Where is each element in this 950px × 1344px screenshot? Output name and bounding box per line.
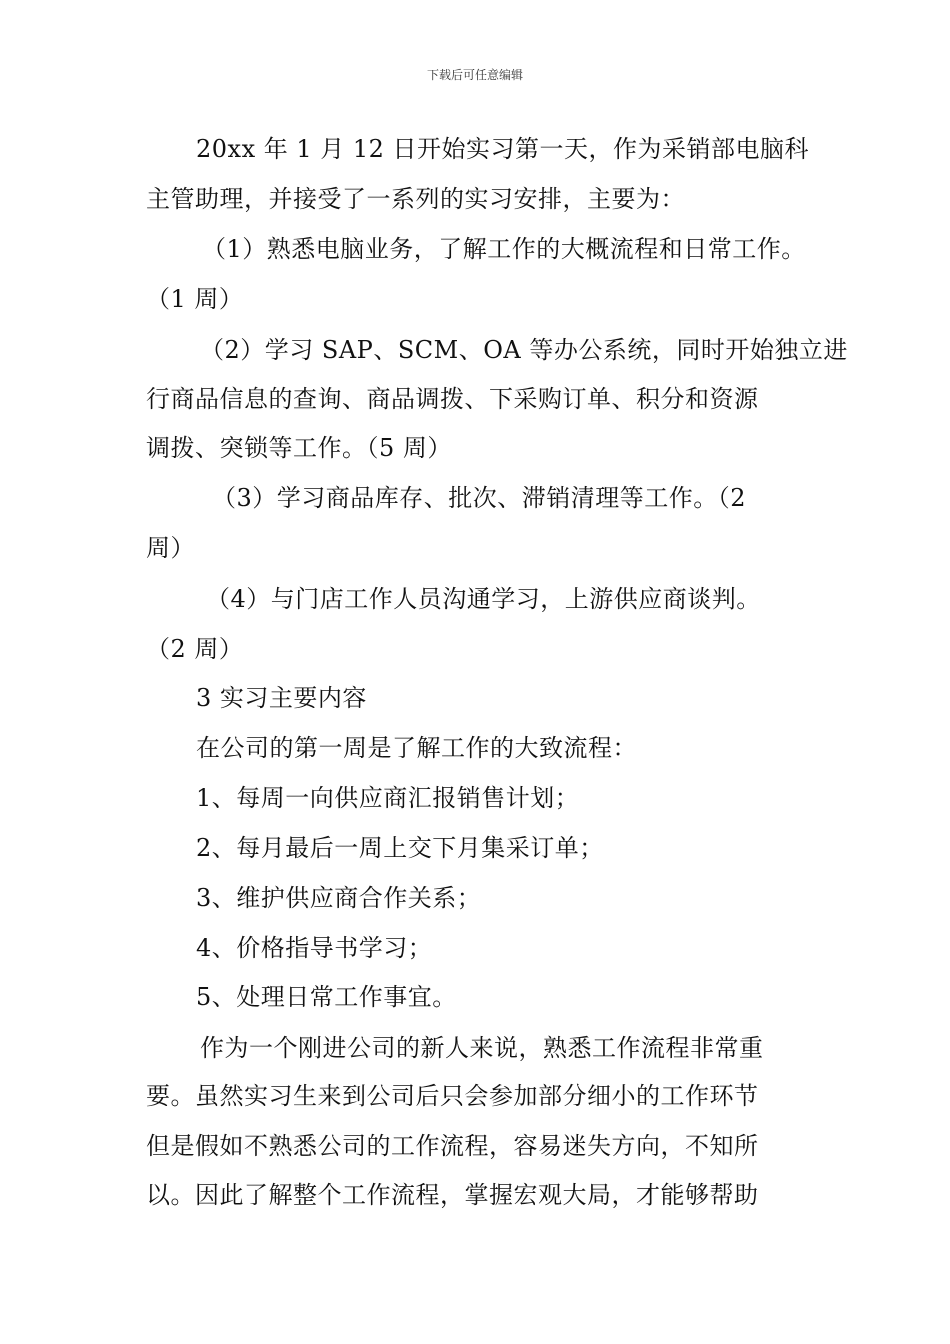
section-heading: 3 实习主要内容 [196,684,367,712]
text-line: 以。因此了解整个工作流程，掌握宏观大局，才能够帮助 [146,1181,759,1209]
text-line: 主管助理，并接受了一系列的实习安排，主要为： [146,185,685,213]
list-item: 5、处理日常工作事宜。 [196,983,457,1011]
text-line: （4）与门店工作人员沟通学习，上游供应商谈判。 [206,585,761,613]
list-item: 2、每月最后一周上交下月集采订单； [196,834,604,862]
text-line: 在公司的第一周是了解工作的大致流程： [196,734,637,762]
text-line: （1 周） [146,285,244,313]
text-line: 20xx 年 1 月 12 日开始实习第一天，作为采销部电脑科 [196,135,810,163]
list-item: 1、每周一向供应商汇报销售计划； [196,784,580,812]
text-line: 周） [146,534,195,562]
text-line: （1）熟悉电脑业务，了解工作的大概流程和日常工作。 [202,235,806,263]
text-line: （2 周） [146,635,244,663]
text-line: 作为一个刚进公司的新人来说，熟悉工作流程非常重 [200,1034,764,1062]
text-line: 调拨、突锁等工作。（5 周） [146,434,452,462]
page-header: 下载后可任意编辑 [426,68,523,82]
text-line: 行商品信息的查询、商品调拨、下采购订单、积分和资源 [146,385,759,413]
text-line: （2）学习 SAP、SCM、OA 等办公系统，同时开始独立进 [200,336,848,364]
text-line: 要。虽然实习生来到公司后只会参加部分细小的工作环节 [146,1082,759,1110]
text-line: 但是假如不熟悉公司的工作流程，容易迷失方向，不知所 [146,1132,759,1160]
list-item: 3、维护供应商合作关系； [196,884,482,912]
text-line: （3）学习商品库存、批次、滞销清理等工作。（2 [212,484,747,512]
list-item: 4、价格指导书学习； [196,934,433,962]
